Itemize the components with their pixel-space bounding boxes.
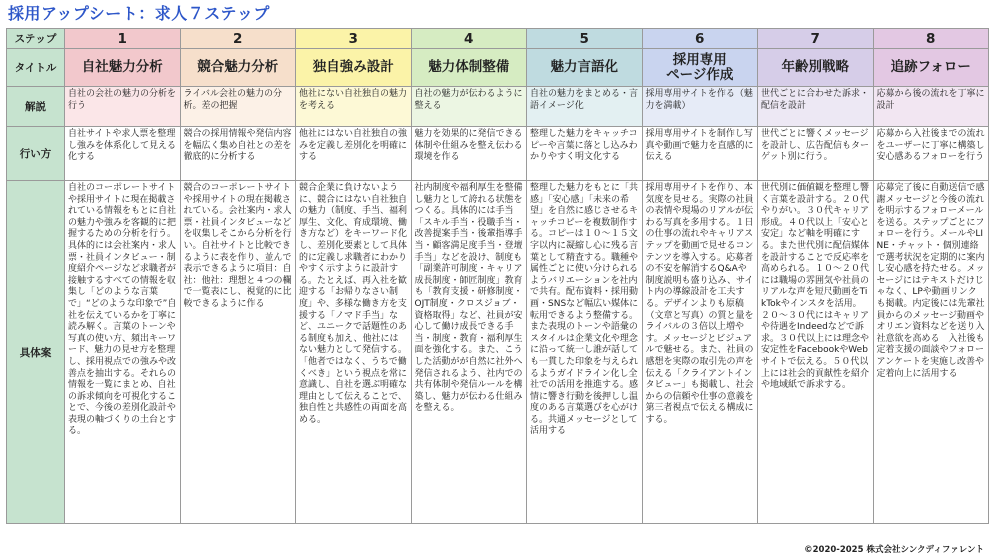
step-method-6-text: 採用専用サイトを制作し写真や動画で魅力を直感的に伝える <box>645 129 754 162</box>
step-desc-3-text: 他社にない自社独自の魅力を考える <box>299 89 408 111</box>
step-method-3-text: 他社にはない自社独自の強みを定義し差別化を明確にする <box>299 129 408 162</box>
row-header-step: ステップ <box>7 29 65 49</box>
step-example-5-text: 整理した魅力をもとに「共感」「安心感」「未来の希望」を自然に感じさせるキャッチコピーを複数制作する。コピーは１０～１５文字以内に凝縮し心に残る言葉として精査する。職種や属性ごとに使い分けられるようバリエーションを社内で共有。配布資料・採用動画・SNSなど幅広い媒体に転用できるよう整備する。また表現のトーンや語彙のスタイルは企業文化や理念に沿って統一し誰が話しても一貫した印象を与えられるようガイドライン化し全社での活用を推進する。感情に響き行動を後押しし温度のある言葉選びを心がける。共通メッセージとして活用する <box>530 183 639 437</box>
step-example-7-text: 世代別に価値観を整理し響く言葉を設計する。２０代やりがい。３０代キャリア形成。４０代以上「安心と安定」など軸を明確にする。また世代別に配信媒体を設計することで反応率を高められる。１０～２０代には職場の雰囲気や社員のリアルな声を短尺動画をTikTokやインスタを活用。２０～３０代にはキャリアや待遇をIndeedなどで訴求。３０代以上には理念や安定性をFacebookやWebサイトで伝える。５０代以上には社会的貢献性を紹介や地域紙で訴求する。 <box>761 183 870 391</box>
step-title-3-text: 独自強み設計 <box>312 59 394 75</box>
desc-row <box>7 87 989 127</box>
step-desc-2-text: ライバル会社の魅力の分析。差の把握 <box>183 89 283 111</box>
step-title-4 <box>411 49 527 87</box>
row-header-title: タイトル <box>7 49 65 87</box>
step-method-8-text: 応募から入社後までの流れをユーザーに丁寧に構築し安心感あるフォローを行う <box>876 129 985 162</box>
step-desc-5 <box>527 87 643 127</box>
step-method-2-text: 競合の採用情報や発信内容を幅広く集め自社との差を徹底的に分析する <box>183 129 292 162</box>
step-desc-2 <box>180 87 296 127</box>
step-number-7 <box>758 29 874 49</box>
step-example-7 <box>758 181 874 524</box>
step-desc-1 <box>65 87 181 127</box>
step-example-2 <box>180 181 296 524</box>
step-method-3 <box>296 127 412 181</box>
step-title-1 <box>65 49 181 87</box>
row-header-example: 具体案 <box>7 181 65 524</box>
example-row <box>7 181 989 524</box>
method-row <box>7 127 989 181</box>
step-method-2 <box>180 127 296 181</box>
step-number-3-text: 3 <box>348 30 358 47</box>
step-number-3 <box>296 29 412 49</box>
step-title-8 <box>873 49 989 87</box>
step-number-1 <box>65 29 181 49</box>
step-desc-8 <box>873 87 989 127</box>
step-title-4-text: 魅力体制整備 <box>428 59 510 75</box>
step-desc-1-text: 自社の会社の魅力の分析を行う <box>68 89 177 111</box>
step-title-2 <box>180 49 296 87</box>
step-number-5 <box>527 29 643 49</box>
row-header-desc: 解説 <box>7 87 65 127</box>
copyright-footer: ©2020-2025 株式会社シンクディファレント <box>804 545 984 555</box>
step-title-6 <box>642 49 758 87</box>
step-title-7-text: 年齢別戦略 <box>781 59 849 75</box>
step-method-8 <box>873 127 989 181</box>
step-desc-7 <box>758 87 874 127</box>
step-desc-6-text: 採用専用サイトを作る（魅力を満載） <box>645 89 753 111</box>
step-desc-6 <box>642 87 758 127</box>
step-example-1 <box>65 181 181 524</box>
step-title-3 <box>296 49 412 87</box>
step-title-1-text: 自社魅力分析 <box>81 59 163 75</box>
step-method-7 <box>758 127 874 181</box>
step-desc-7-text: 世代ごとに合わせた訴求・配信を設計 <box>761 89 870 111</box>
step-example-8 <box>873 181 989 524</box>
step-title-2-text: 競合魅力分析 <box>197 59 279 75</box>
step-number-8 <box>873 29 989 49</box>
step-title-6-text: 採用専用 ページ作成 <box>666 51 734 83</box>
step-number-2 <box>180 29 296 49</box>
step-number-1-text: 1 <box>117 30 127 47</box>
step-title-5-text: 魅力言語化 <box>550 59 618 75</box>
step-number-6-text: 6 <box>695 30 705 47</box>
step-desc-4-text: 自社の魅力が伝わるように整える <box>414 89 523 111</box>
step-desc-5-text: 自社の魅力をまとめる・言語イメージ化 <box>530 89 639 111</box>
step-method-6 <box>642 127 758 181</box>
step-number-8-text: 8 <box>926 30 936 47</box>
step-desc-3 <box>296 87 412 127</box>
step-title-7 <box>758 49 874 87</box>
step-example-4 <box>411 181 527 524</box>
step-example-5 <box>527 181 643 524</box>
step-desc-8-text: 応募から後の流れを丁寧に設計 <box>876 89 985 111</box>
step-method-1 <box>65 127 181 181</box>
title-row <box>7 49 989 87</box>
step-number-7-text: 7 <box>810 30 820 47</box>
step-example-8-text: 応募完了後に自動送信で感謝メッセージと今後の流れを明示するフォローメールを送る。ステップごとにフォローを行う。メールやLINE・チャット・個別連絡で選考状況を定期的に案内し安心感を持たせる。メッセージにはテキストだけじゃなく、LPや動画リンクも掲載。内定後には先輩社員からのメッセージ動画やオリエン資料などを送り入社意欲を高める 入社後も定着支援の面談やフォローアンケートを実施し改善や定着向上に活用する <box>876 183 985 379</box>
step-title-5 <box>527 49 643 87</box>
step-number-4-text: 4 <box>464 30 474 47</box>
step-number-5-text: 5 <box>579 30 589 47</box>
step-example-6 <box>642 181 758 524</box>
step-number-4 <box>411 29 527 49</box>
step-example-3 <box>296 181 412 524</box>
page-title: 採用アップシート：求人７ステップ <box>8 4 270 23</box>
step-number-6 <box>642 29 758 49</box>
step-method-4 <box>411 127 527 181</box>
step-method-1-text: 自社サイトや求人票を整理し強みを体系化して見える化する <box>68 129 177 162</box>
row-header-method: 行い方 <box>7 127 65 181</box>
step-number-2-text: 2 <box>233 30 243 47</box>
step-method-7-text: 世代ごとに響くメッセージを設計し、広告配信もターゲット別に行う。 <box>761 129 870 162</box>
step-title-8-text: 追跡フォロー <box>890 59 971 75</box>
step-example-1-text: 自社のコーポレートサイトや採用サイトに現在掲載されている情報をもとに自社の魅力や強みを客観的に把握するための分析を行う。具体的には会社案内・求人票・社員インタビュー・制度紹介ページなど求職者が接触するすべての情報を収集し「どのような言葉で」“どのような印象で”自社を伝えているかを丁寧に読み解く。言葉のトーンや写真の使い方、頻出キーワード、魅力の見せ方を整理し、採用視点での強みや改善点を抽出する。それらの情報を一覧にまとめ、自社の訴求傾向を可視化することで、今後の差別化設計や表現の軸づくりの土台とする。 <box>68 183 177 437</box>
step-example-4-text: 社内制度や福利厚生を整備し魅力として誇れる状態をつくる。具体的には手当「スキル手当・役職手当・改善提案手当・後輩指導手当・顧客満足度手当・登壇手当」などを設け、制度も「副業許可制度・キャリア成長制度・師匠制度」教育も「教育支援・研修制度・OJT制度・クロスジョブ・資格取得」など、社員が安心して働け成長できる手当・制度・教育・福利厚生面を強化する。また、こうした活動がが自然に社外へ発信されるよう、社内での共有体制や発信ルールを構築し、魅力が伝わる仕組みを整える。 <box>414 183 523 414</box>
step-method-5 <box>527 127 643 181</box>
step-example-3-text: 競合企業に負けないように、競合にはない自社独自の魅力（制度、手当、福利厚生、文化、育成環境、働き方など）をキーワード化し、差別化要素として具体的に定義し求職者にわかりやすく示すように設計する。たとえば、再入社を歓迎する「お帰りなさい制度」や、多様な働き方を支援する「ノマド手当」など、ユニークで話題性のある制度も加え、他社にはない魅力として発信する。「他者ではなく、うちで働くべき」という視点を常に意識し、自社を選ぶ明確な理由として伝えることで、独自性と共感性の両面を高める。 <box>299 183 408 425</box>
step-method-5-text: 整理した魅力をキャッチコピーや言葉に落とし込みわかりやすく明文化する <box>530 129 638 162</box>
step-method-4-text: 魅力を効果的に発信できる体制や仕組みを整え伝わる環境を作る <box>414 129 523 162</box>
step-example-2-text: 競合のコーポレートサイトや採用サイトの現在掲載されている。会社案内・求人票・社員インタビューなどを収集しそこから分析を行い。自社サイトと比較できるように表を作り、並んで表示できるように項目：自社：他社：理想と４つの欄で一覧表にし、視覚的に比較できるように作る <box>183 183 292 309</box>
step-row <box>7 29 989 49</box>
step-example-6-text: 採用専用サイトを作り、本気度を見せる。実際の社員の表情や現場のリアルが伝わる写真を多用する。１日の仕事の流れやキャリアステップを動画で見せるコンテンツを導入する。応募者の不安を解消するQ&Aや制度説明も盛り込み、サイト内の導線設計を工夫する。デザインよりも原稿（文章と写真）の質と量をライバルの３倍以上増やす。メッセージとビジュアルで魅せる。また、社員の感想を実際の取引先の声を伝える「クライアントインタビュー」も掲載し、社会からの信頼や仕事の意義を第三者視点で伝える構成にする。 <box>645 183 754 425</box>
step-sheet-table <box>6 28 989 524</box>
step-desc-4 <box>411 87 527 127</box>
